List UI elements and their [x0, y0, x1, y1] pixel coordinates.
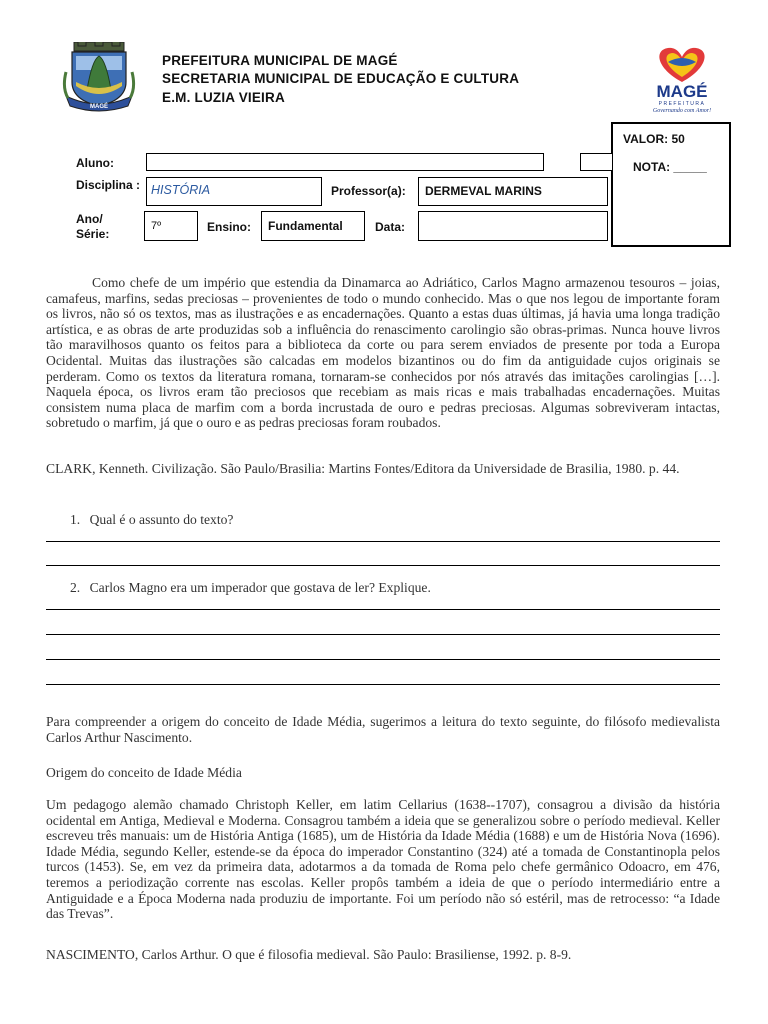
header-line-1: PREFEITURA MUNICIPAL DE MAGÉ: [162, 53, 398, 68]
text2-body: Um pedagogo alemão chamado Christoph Keller, em latim Cellarius (1638--1707), consagrou a divisão da história ocidental em Antiga, Medieval e Moderna. Consagrou também a ideia que se generalizou sobre o período medieval. Keller escreveu três manuais: um de História Antiga (1685), um de História da Idade Média (1688) e um de História Nova (1696). Idade Média, segundo Keller, estende-se da época do imperador Constantino (324) até a tomada de Constantinopla pelos turcos (1453). Se, em vez da primeira data, adotarmos a da tomada de Roma pelo chefe germânico Odoacro, em 476, teremos a periodização corrente nas escolas. Keller propôs também a ideia de que o período intermediário entre a Antiguidade e a Época Moderna nada produziu de importante. Foi um período não só estéril, mas de retrocesso: “a Idade das Trevas”.: [46, 797, 720, 922]
crest-ribbon-text: MAGÉ: [90, 104, 108, 110]
question-1-text: Qual é o assunto do texto?: [89, 512, 234, 527]
logo-tagline: Governando com Amor!: [652, 108, 712, 114]
answer-line-2d[interactable]: [46, 684, 720, 685]
score-box: [611, 122, 731, 247]
professor-label: Professor(a):: [331, 184, 406, 198]
logo-name: MAGÉ: [656, 82, 708, 101]
professor-value: DERMEVAL MARINS: [425, 184, 542, 198]
nota-text: NOTA: _____: [633, 160, 707, 174]
ensino-value: Fundamental: [268, 219, 343, 233]
aluno-label: Aluno:: [76, 156, 114, 170]
text2-citation: NASCIMENTO, Carlos Arthur. O que é filosofia medieval. São Paulo: Brasiliense, 1992. p. 8-9.: [46, 947, 572, 962]
disciplina-value: HISTÓRIA: [151, 183, 211, 197]
municipal-crest: [62, 42, 136, 112]
intro2: Para compreender a origem do conceito de Idade Média, sugerimos a leitura do texto seguinte, do filósofo medievalista Carlos Arthur Nascimento.: [46, 714, 720, 745]
question-2: [70, 580, 431, 596]
answer-line-1a[interactable]: [46, 541, 720, 542]
header-line-2: SECRETARIA MUNICIPAL DE EDUCAÇÃO E CULTURA: [162, 71, 520, 86]
title2: Origem do conceito de Idade Média: [46, 765, 242, 780]
text1-body: Como chefe de um império que estendia da Dinamarca ao Adriático, Carlos Magno armazenou tesouros – joias, camafeus, marfins, sedas preciosas – provenientes de todo o mundo conhecido. Mas o que nos legou de importante foram os livros, não só os textos, mas as ilustrações e as encadernações. Quanto a estas duas últimas, já havia uma longa tradição artística, e as obras de arte produzidas sob a influência do renascimento carolingio são obras-primas. Nunca houve livros tão maravilhosos quanto os feitos para a biblioteca da corte ou para serem enviados de presente por toda a Europa Ocidental. Muitas das ilustrações são calcadas em modelos bizantinos ou do fim da antiguidade cujos originais se perderam. Como os textos da literatura romana, tornaram-se conhecidos por nós através das imitações carolingias […]. Naquela época, os livros eram tão preciosos que recebiam as mais ricas e mais trabalhadas encadernações. Muitas consistem numa placa de marfim com a borda incrustada de ouro e pedras preciosas. Algumas sobreviveram intactas, sobretudo o marfim, já que o ouro e as pedras preciosas foram roubados.: [46, 275, 720, 431]
logo-sub: PREFEITURA: [658, 101, 706, 107]
mage-logo: [636, 44, 728, 120]
ano-label: Ano/ Série:: [76, 212, 110, 241]
data-field[interactable]: [418, 211, 608, 241]
ano-value: 7º: [151, 220, 162, 232]
professor-field[interactable]: [418, 177, 608, 206]
header-line-3: E.M. LUZIA VIEIRA: [162, 90, 285, 105]
question-1-number: 1.: [70, 512, 81, 527]
answer-line-2a[interactable]: [46, 609, 720, 610]
valor-text: VALOR: 50: [623, 132, 685, 146]
answer-line-1b[interactable]: [46, 565, 720, 566]
question-2-text: Carlos Magno era um imperador que gostava de ler? Explique.: [89, 580, 431, 595]
ensino-label: Ensino:: [207, 220, 251, 234]
disciplina-field[interactable]: [146, 177, 322, 206]
text1-citation: CLARK, Kenneth. Civilização. São Paulo/Brasilia: Martins Fontes/Editora da Universidade de Brasilia, 1980. p. 44.: [46, 461, 680, 476]
ensino-field[interactable]: [261, 211, 365, 241]
answer-line-2b[interactable]: [46, 634, 720, 635]
aluno-number-field[interactable]: [580, 153, 612, 171]
heart-icon: [636, 44, 728, 84]
answer-line-2c[interactable]: [46, 659, 720, 660]
question-1: [70, 512, 233, 528]
disciplina-label: Disciplina :: [76, 178, 141, 192]
question-2-number: 2.: [70, 580, 81, 595]
aluno-field[interactable]: [146, 153, 544, 171]
ano-field[interactable]: [144, 211, 198, 241]
data-label: Data:: [375, 220, 406, 234]
